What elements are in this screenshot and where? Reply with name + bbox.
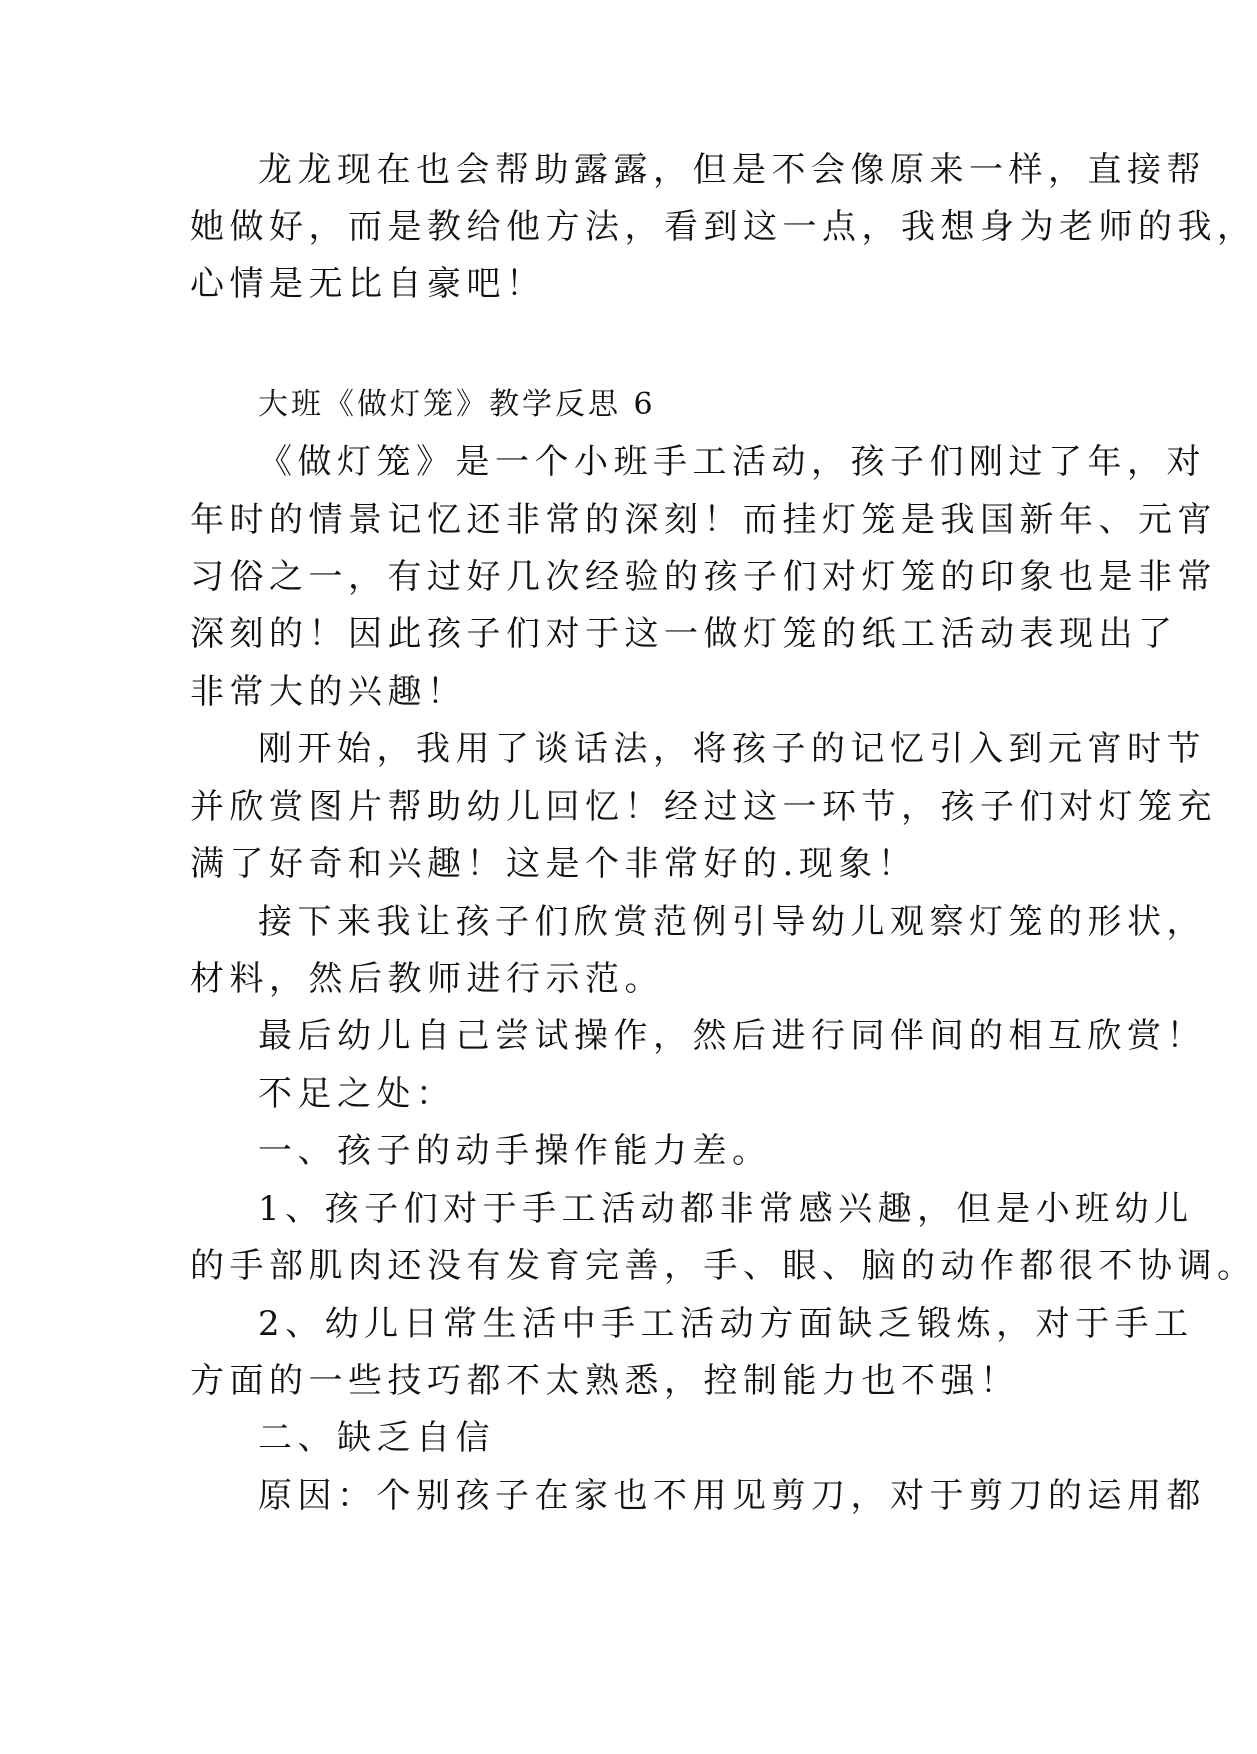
- text-line: 原因：个别孩子在家也不用见剪刀，对于剪刀的运用都: [258, 1476, 1206, 1516]
- text-line: 习俗之一，有过好几次经验的孩子们对灯笼的印象也是非常: [190, 557, 1217, 597]
- text-line: 非常大的兴趣！: [190, 672, 467, 712]
- text-line: 材料，然后教师进行示范。: [190, 959, 664, 999]
- text-line: 1、孩子们对于手工活动都非常感兴趣，但是小班幼儿: [258, 1189, 1194, 1229]
- text-line: 刚开始，我用了谈话法，将孩子的记忆引入到元宵时节: [258, 729, 1206, 769]
- text-line: 的手部肌肉还没有发育完善，手、眼、脑的动作都很不协调。: [190, 1246, 1257, 1286]
- text-line: 年时的情景记忆还非常的深刻！而挂灯笼是我国新年、元宵: [190, 500, 1217, 540]
- text-line: 接下来我让孩子们欣赏范例引导幼儿观察灯笼的形状，: [258, 902, 1206, 942]
- text-line: 心情是无比自豪吧！: [190, 264, 546, 304]
- text-line: 2、幼儿日常生活中手工活动方面缺乏锻炼，对于手工: [258, 1304, 1194, 1344]
- text-line: 二、缺乏自信: [258, 1418, 495, 1458]
- text-line: 《做灯笼》是一个小班手工活动，孩子们刚过了年，对: [258, 442, 1206, 482]
- text-line: 龙龙现在也会帮助露露，但是不会像原来一样，直接帮: [258, 150, 1206, 190]
- text-line: 她做好，而是教给他方法，看到这一点，我想身为老师的我，: [190, 207, 1257, 247]
- text-line: 不足之处：: [258, 1074, 456, 1114]
- text-line: 满了好奇和兴趣！这是个非常好的.现象！: [190, 844, 918, 884]
- text-line: 一、孩子的动手操作能力差。: [258, 1131, 772, 1171]
- text-line: 并欣赏图片帮助幼儿回忆！经过这一环节，孩子们对灯笼充: [190, 787, 1217, 827]
- text-line: 方面的一些技巧都不太熟悉，控制能力也不强！: [190, 1361, 1020, 1401]
- section-title: 大班《做灯笼》教学反思 6: [258, 387, 656, 422]
- text-line: 最后幼儿自己尝试操作，然后进行同伴间的相互欣赏！: [258, 1016, 1206, 1056]
- text-line: 深刻的！因此孩子们对于这一做灯笼的纸工活动表现出了: [190, 614, 1178, 654]
